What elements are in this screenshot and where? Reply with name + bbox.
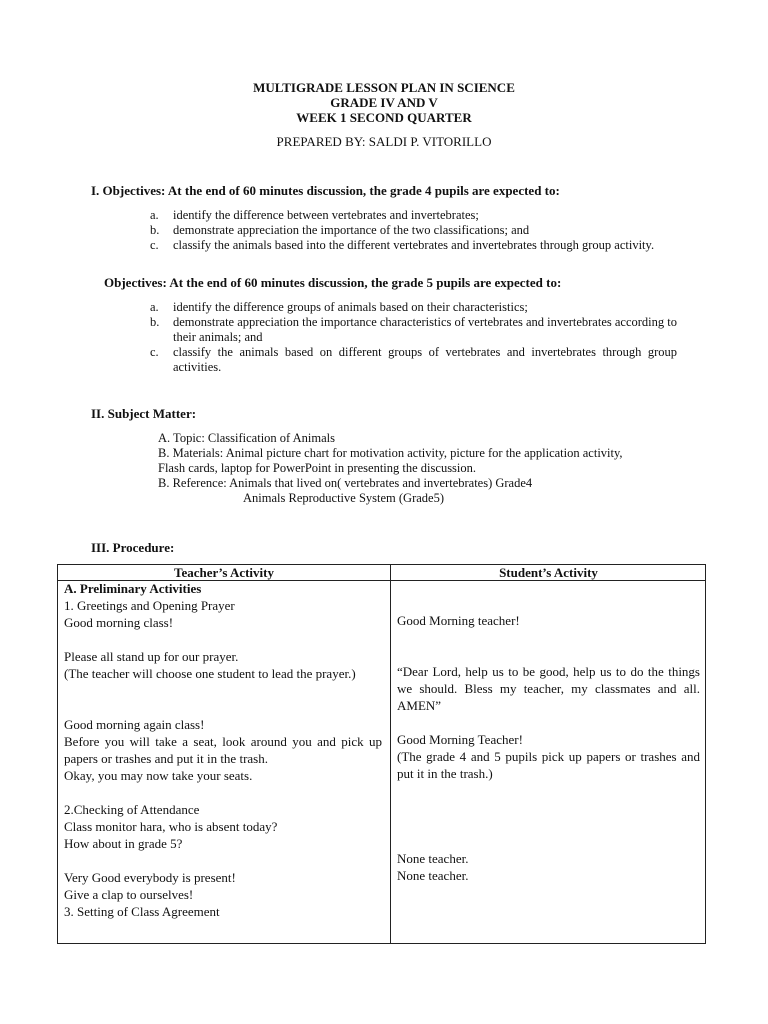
teacher-activity-cell <box>64 580 382 920</box>
list-item-text: classify the animals based into the different vertebrates and invertebrates through group activity. <box>173 238 655 252</box>
subject-reference-line2: Animals Reproductive System (Grade5) <box>243 491 444 505</box>
list-item-text: classify the animals based on different groups of vertebrates and invertebrates through group activities. <box>173 345 677 374</box>
student-column-header: Student’s Activity <box>499 565 598 580</box>
student-line: (The grade 4 and 5 pupils pick up papers or trashes and put it in the trash.) <box>397 749 700 781</box>
student-line: Good Morning Teacher! <box>397 732 523 747</box>
teacher-line: Give a clap to ourselves! <box>64 887 194 902</box>
list-marker: b. <box>150 223 160 237</box>
teacher-line: 3. Setting of Class Agreement <box>64 904 220 919</box>
list-item-text: identify the difference between vertebrates and invertebrates; <box>173 208 479 222</box>
prepared-by: PREPARED BY: SALDI P. VITORILLO <box>276 134 492 149</box>
list-marker: a. <box>150 208 159 222</box>
teacher-line: 2.Checking of Attendance <box>64 802 200 817</box>
objectives-heading-grade4: I. Objectives: At the end of 60 minutes discussion, the grade 4 pupils are expected to: <box>91 183 560 198</box>
column-divider <box>390 565 391 943</box>
procedure-heading: III. Procedure: <box>91 540 175 555</box>
teacher-line: 1. Greetings and Opening Prayer <box>64 598 235 613</box>
week-quarter-title: WEEK 1 SECOND QUARTER <box>296 110 472 125</box>
objectives-heading-grade5: Objectives: At the end of 60 minutes discussion, the grade 5 pupils are expected to: <box>104 275 562 290</box>
teacher-line: Please all stand up for our prayer. <box>64 649 239 664</box>
teacher-line: Before you will take a seat, look around you and pick up papers or trashes and put it in the trash. <box>64 734 382 766</box>
document-title: MULTIGRADE LESSON PLAN IN SCIENCE <box>253 80 515 95</box>
subject-materials-line1: B. Materials: Animal picture chart for motivation activity, picture for the application activity, <box>158 446 623 460</box>
list-marker: c. <box>150 238 159 252</box>
list-marker: b. <box>150 315 160 329</box>
list-item-text: demonstrate appreciation the importance of the two classifications; and <box>173 223 530 237</box>
teacher-line: (The teacher will choose one student to lead the prayer.) <box>64 666 356 681</box>
list-marker: a. <box>150 300 159 314</box>
teacher-line: Very Good everybody is present! <box>64 870 236 885</box>
subject-matter-heading: II. Subject Matter: <box>91 406 197 421</box>
student-line: None teacher. <box>397 868 469 883</box>
list-marker: c. <box>150 345 159 359</box>
grade-level-title: GRADE IV AND V <box>330 95 438 110</box>
procedure-table <box>57 564 706 944</box>
teacher-line: How about in grade 5? <box>64 836 183 851</box>
teacher-line: Good morning class! <box>64 615 174 630</box>
teacher-line: Okay, you may now take your seats. <box>64 768 253 783</box>
student-line: Good Morning teacher! <box>397 613 520 628</box>
student-line: “Dear Lord, help us to be good, help us to do the things we should. Bless my teacher, my classmates and all. AMEN” <box>397 664 700 713</box>
preliminary-activities-heading: A. Preliminary Activities <box>64 581 202 596</box>
list-item-text: identify the difference groups of animals based on their characteristics; <box>173 300 528 314</box>
teacher-line: Class monitor hara, who is absent today? <box>64 819 278 834</box>
student-line: None teacher. <box>397 851 469 866</box>
teacher-column-header: Teacher’s Activity <box>173 565 274 580</box>
list-item-text: demonstrate appreciation the importance characteristics of vertebrates and invertebrates according to their animals; and <box>173 315 677 344</box>
teacher-line: Good morning again class! <box>64 717 205 732</box>
student-activity-cell <box>397 612 700 884</box>
subject-materials-line2: Flash cards, laptop for PowerPoint in presenting the discussion. <box>158 461 477 475</box>
subject-reference-line1: B. Reference: Animals that lived on( vertebrates and invertebrates) Grade4 <box>158 476 533 490</box>
subject-topic: A. Topic: Classification of Animals <box>158 431 336 445</box>
